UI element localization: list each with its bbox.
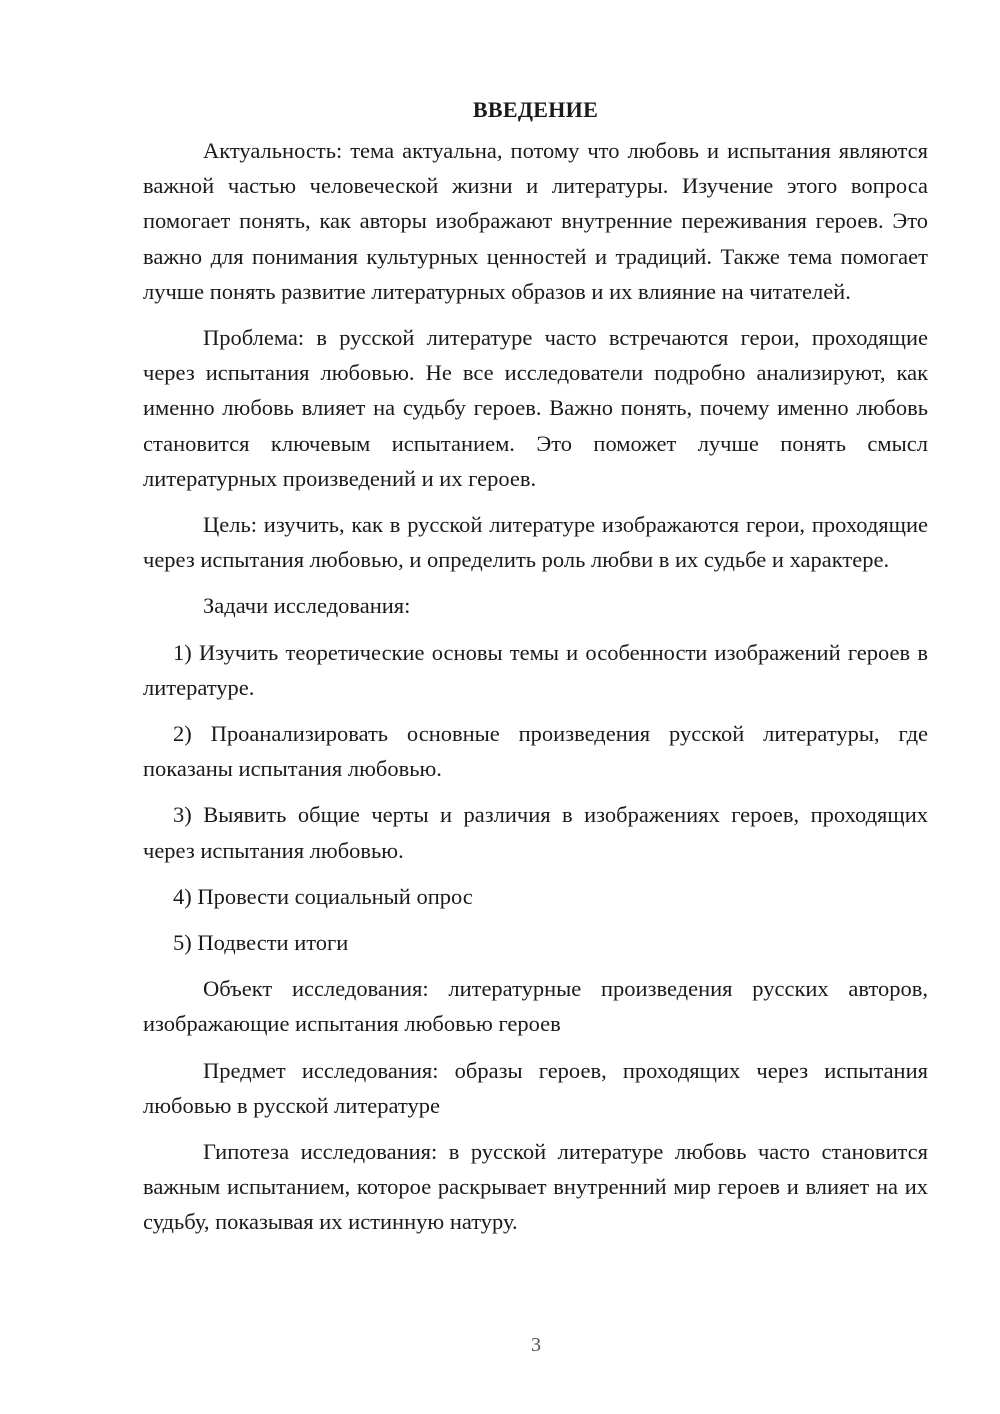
object-paragraph: Объект исследования: литературные произведения русских авторов, изображающие испытания любовью героев bbox=[143, 976, 928, 1037]
task-item-5: 5) Подвести итоги bbox=[173, 930, 349, 956]
task-item-1: 1) Изучить теоретические основы темы и особенности изображений героев в литературе. bbox=[143, 639, 928, 700]
page-number: 3 bbox=[531, 1334, 541, 1356]
problem-paragraph: Проблема: в русской литературе часто встречаются герои, проходящие через испытания любовью. Не все исследователи подробно анализируют, как именно любовь влияет на судьбу героев. Важно понять, почему именно любовь становится ключевым испытанием. Это поможет лучше понять смысл литературных произведений и их героев. bbox=[143, 325, 928, 491]
goal-paragraph: Цель: изучить, как в русской литературе изображаются герои, проходящие через испытания любовью, и определить роль любви в их судьбе и характере. bbox=[143, 512, 928, 573]
task-item-2: 2) Проанализировать основные произведения русской литературы, где показаны испытания любовью. bbox=[143, 721, 928, 782]
section-heading: ВВЕДЕНИЕ bbox=[472, 97, 599, 122]
page-content bbox=[143, 92, 928, 1251]
hypothesis-paragraph: Гипотеза исследования: в русской литературе любовь часто становится важным испытанием, которое раскрывает внутренний мир героев и влияет на их судьбу, показывая их истинную натуру. bbox=[143, 1139, 928, 1235]
task-item-3: 3) Выявить общие черты и различия в изображениях героев, проходящих через испытания любовью. bbox=[143, 802, 928, 863]
relevance-paragraph: Актуальность: тема актуальна, потому что любовь и испытания являются важной частью человеческой жизни и литературы. Изучение этого вопроса помогает понять, как авторы изображают внутренние переживания героев. Это важно для понимания культурных ценностей и традиций. Также тема помогает лучше понять развитие литературных образов и их влияние на читателей. bbox=[143, 138, 928, 304]
task-item-4: 4) Провести социальный опрос bbox=[173, 883, 473, 909]
subject-paragraph: Предмет исследования: образы героев, проходящих через испытания любовью в русской литературе bbox=[143, 1057, 928, 1118]
tasks-heading: Задачи исследования: bbox=[203, 593, 411, 619]
